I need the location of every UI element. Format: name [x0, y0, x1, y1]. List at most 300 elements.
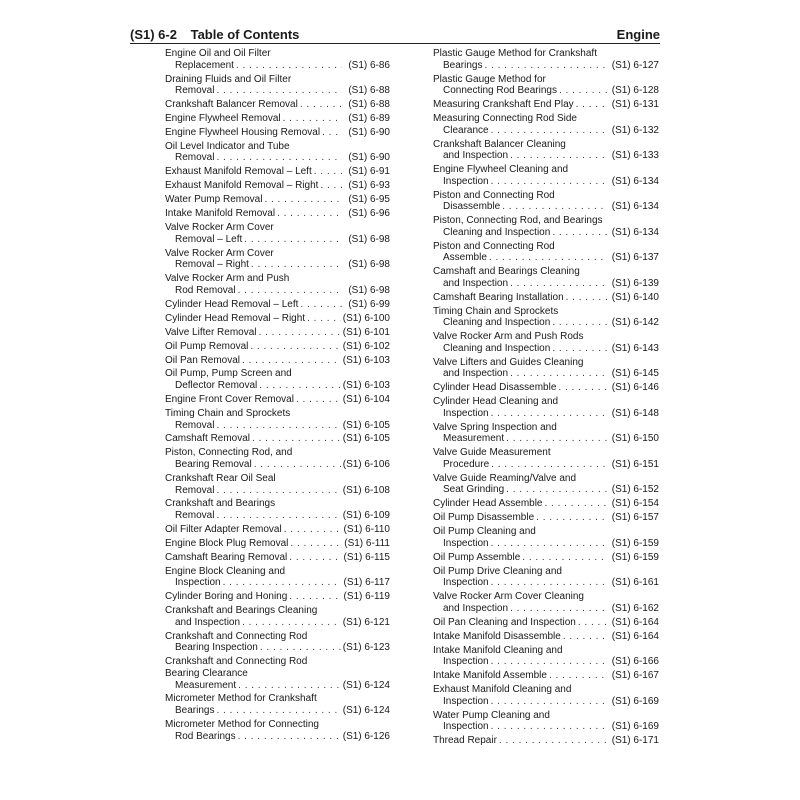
dot-leader [260, 642, 341, 654]
toc-entry-row [433, 617, 659, 629]
toc-entry-title: Bearing Removal [175, 458, 252, 470]
toc-entry-title-line: Piston, Connecting Rod, and [165, 447, 293, 459]
toc-entry-title: and Inspection [443, 277, 509, 289]
toc-page-number: (S1) 6-103 [342, 380, 390, 392]
toc-entry[interactable] [165, 194, 390, 206]
toc-entry-row [433, 227, 659, 239]
toc-entry[interactable] [165, 299, 390, 311]
toc-entry-title: Crankshaft Balancer Removal [165, 99, 298, 111]
toc-entry-title-line: Micrometer Method for Crankshaft [165, 693, 317, 705]
toc-entry-title-line: Micrometer Method for Connecting [165, 718, 319, 730]
toc-entry[interactable] [433, 422, 659, 445]
dot-leader [491, 538, 607, 550]
toc-entry-row [165, 538, 390, 550]
toc-entry-title: Inspection [443, 695, 489, 707]
dot-leader [491, 459, 607, 471]
toc-entry-row [165, 113, 390, 125]
toc-entry[interactable] [165, 48, 390, 71]
dot-leader [552, 317, 607, 329]
toc-entry[interactable] [433, 526, 659, 549]
dot-leader [484, 60, 607, 72]
toc-entry[interactable] [433, 473, 659, 496]
toc-entry-row [165, 680, 390, 692]
toc-entry-title-line: Oil Level Indicator and Tube [165, 140, 290, 152]
toc-entry-title-line: Draining Fluids and Oil Filter [165, 73, 292, 85]
toc-page-number: (S1) 6-162 [611, 602, 659, 614]
toc-entry-title: Rod Removal [175, 284, 236, 296]
toc-entry[interactable] [165, 222, 390, 245]
toc-entry-title: Inspection [443, 537, 489, 549]
toc-entry-row [433, 368, 659, 380]
toc-entry[interactable] [433, 617, 659, 629]
toc-entry-title-line: Cylinder Head Cleaning and [433, 396, 559, 408]
toc-page-number: (S1) 6-98 [348, 284, 390, 296]
toc-entry-row [433, 201, 659, 213]
toc-entry-title: Cleaning and Inspection [443, 317, 551, 329]
toc-page-number: (S1) 6-134 [611, 175, 659, 187]
toc-entry-row [433, 735, 659, 747]
toc-entry-row [433, 292, 659, 304]
toc-entry-title: Removal [175, 85, 215, 97]
toc-entry-row [165, 524, 390, 536]
header-rule [130, 43, 660, 44]
toc-entry-title: Inspection [443, 577, 489, 589]
toc-entry-title-line: Camshaft and Bearings Cleaning [433, 266, 580, 278]
toc-entry-row [433, 408, 659, 420]
toc-entry-title-line: Crankshaft and Bearings Cleaning [165, 605, 318, 617]
toc-entry-title-line: Piston, Connecting Rod, and Bearings [433, 215, 603, 227]
dot-leader [254, 459, 341, 471]
dot-leader [296, 394, 341, 406]
toc-entry[interactable] [165, 248, 390, 271]
toc-page-number: (S1) 6-169 [611, 695, 659, 707]
toc-entry-row [165, 166, 390, 178]
dot-leader [576, 99, 607, 111]
toc-page-number: (S1) 6-102 [342, 340, 390, 352]
toc-entry-row [165, 234, 390, 246]
toc-entry[interactable] [165, 166, 390, 178]
toc-entry-row [165, 341, 390, 353]
toc-page-number: (S1) 6-166 [611, 656, 659, 668]
toc-page-number: (S1) 6-171 [611, 735, 659, 747]
toc-page-number: (S1) 6-142 [611, 317, 659, 329]
toc-entry-title: Engine Flywheel Housing Removal [165, 126, 321, 138]
dot-leader [284, 524, 342, 536]
toc-entry[interactable] [433, 266, 659, 289]
toc-entry-row [433, 484, 659, 496]
toc-page-number: (S1) 6-151 [611, 458, 659, 470]
dot-leader [250, 341, 340, 353]
toc-entry-title-line: Measuring Connecting Rod Side [433, 113, 577, 124]
dot-leader [491, 408, 607, 420]
toc-entry[interactable] [433, 306, 659, 329]
dot-leader [223, 577, 342, 589]
toc-entry[interactable] [165, 631, 390, 654]
toc-page-number: (S1) 6-105 [342, 433, 390, 445]
header-left [130, 27, 299, 42]
dot-leader [216, 510, 340, 522]
toc-entry[interactable] [433, 631, 659, 643]
toc-entry-title: Camshaft Bearing Removal [165, 551, 288, 563]
toc-entry[interactable] [165, 327, 390, 339]
toc-entry-row [433, 382, 659, 394]
toc-page-number: (S1) 6-131 [611, 99, 659, 111]
toc-page-number: (S1) 6-134 [611, 226, 659, 238]
toc-entry[interactable] [433, 396, 659, 419]
toc-entry-title: Removal – Left [175, 233, 243, 245]
dot-leader [558, 382, 607, 394]
toc-entry-title: Measuring Crankshaft End Play [433, 99, 574, 111]
page-header [130, 27, 660, 43]
toc-entry[interactable] [433, 710, 659, 733]
toc-page-number: (S1) 6-146 [611, 382, 659, 394]
toc-page-number: (S1) 6-93 [348, 180, 390, 192]
toc-entry-row [165, 180, 390, 192]
toc-page-number: (S1) 6-137 [611, 252, 659, 264]
dot-leader [277, 208, 342, 220]
toc-entry[interactable] [433, 591, 659, 614]
toc-entry-row [433, 125, 659, 137]
toc-page-number: (S1) 6-103 [342, 354, 390, 366]
toc-entry[interactable] [433, 48, 659, 71]
toc-page-number: (S1) 6-126 [342, 730, 390, 742]
toc-entry-title-line: Intake Manifold Cleaning and [433, 644, 563, 656]
toc-entry[interactable] [165, 566, 390, 589]
toc-entry-row [433, 498, 659, 510]
toc-page-number: (S1) 6-152 [611, 484, 659, 496]
toc-page-number: (S1) 6-105 [342, 419, 390, 431]
toc-page-number: (S1) 6-119 [343, 591, 390, 603]
toc-entry[interactable] [433, 74, 659, 97]
toc-entry-title: Measurement [175, 679, 237, 691]
toc-page-number: (S1) 6-121 [342, 616, 390, 628]
toc-entry-row [165, 705, 390, 717]
toc-page-number: (S1) 6-104 [342, 393, 390, 405]
toc-entry-title: Cleaning and Inspection [443, 226, 551, 238]
toc-page-number: (S1) 6-117 [343, 577, 390, 589]
toc-entry[interactable] [165, 313, 390, 325]
dot-leader [522, 552, 607, 564]
toc-entry-title: Replacement [175, 59, 234, 71]
toc-entry[interactable] [433, 190, 659, 213]
dot-leader [322, 127, 342, 139]
dot-leader [491, 176, 607, 188]
toc-entry-title: Cylinder Head Removal – Right [165, 312, 306, 324]
toc-page-number: (S1) 6-88 [348, 85, 390, 97]
toc-entry-row [433, 60, 659, 72]
toc-entry[interactable] [165, 180, 390, 192]
toc-entry[interactable] [165, 208, 390, 220]
toc-entry-row [165, 485, 390, 497]
toc-page-number: (S1) 6-109 [342, 510, 390, 522]
toc-entry-row [433, 603, 659, 615]
toc-entry-title: Engine Flywheel Removal [165, 113, 281, 124]
toc-entry-title-line: Plastic Gauge Method for Crankshaft [433, 48, 597, 59]
toc-entry-title: Removal [175, 152, 215, 164]
toc-entry[interactable] [165, 368, 390, 391]
toc-entry-title: Inspection [443, 175, 489, 187]
dot-leader [552, 343, 607, 355]
toc-page-number: (S1) 6-98 [348, 233, 390, 245]
toc-entry-title-line: Piston and Connecting Rod [433, 240, 555, 252]
dot-leader [216, 85, 342, 97]
toc-entry-row [165, 208, 390, 220]
toc-entry[interactable] [165, 127, 390, 139]
dot-leader [289, 552, 341, 564]
toc-entry[interactable] [433, 331, 659, 354]
dot-leader [563, 631, 607, 643]
toc-entry[interactable] [433, 292, 659, 304]
toc-entry-title: Bearings [175, 705, 215, 717]
dot-leader [238, 285, 342, 297]
toc-entry-row [165, 394, 390, 406]
toc-entry[interactable] [433, 645, 659, 668]
toc-page-number: (S1) 6-154 [611, 498, 659, 510]
toc-entry-title: Cleaning and Inspection [443, 342, 551, 354]
chapter-title: Engine [616, 27, 660, 42]
toc-entry[interactable] [165, 498, 390, 521]
toc-page-number: (S1) 6-161 [611, 577, 659, 589]
toc-entry-title: Valve Lifter Removal [165, 326, 257, 338]
dot-leader [545, 498, 608, 510]
toc-page-number: (S1) 6-108 [342, 484, 390, 496]
section-number: (S1) 6-2 [130, 27, 177, 42]
toc-entry-title: Cylinder Head Disassemble [433, 382, 557, 394]
toc-entry[interactable] [433, 684, 659, 707]
toc-entry[interactable] [165, 656, 390, 691]
toc-entry[interactable] [433, 670, 659, 682]
toc-entry-title: Oil Pump Disassemble [433, 512, 535, 524]
toc-entry-row [165, 99, 390, 111]
dot-leader [244, 234, 342, 246]
toc-entry[interactable] [433, 552, 659, 564]
toc-entry-row [433, 552, 659, 564]
toc-entry[interactable] [433, 382, 659, 394]
toc-entry-title: and Inspection [443, 150, 509, 162]
toc-entry[interactable] [165, 141, 390, 164]
toc-entry[interactable] [165, 341, 390, 353]
toc-entry-title: Assemble [443, 252, 487, 264]
toc-entry-title: Oil Pan Removal [165, 354, 241, 366]
toc-entry[interactable] [165, 605, 390, 628]
toc-entry-row [165, 591, 390, 603]
toc-entry-title-line: Piston and Connecting Rod [433, 189, 555, 201]
toc-entry-row [165, 510, 390, 522]
toc-entry-title-line: Water Pump Cleaning and [433, 709, 550, 721]
toc-page-number: (S1) 6-89 [348, 113, 390, 124]
toc-entry[interactable] [165, 433, 390, 445]
dot-leader [510, 368, 607, 380]
toc-entry-row [433, 696, 659, 708]
toc-entry-title: Seat Grinding [443, 484, 505, 496]
toc-page-number: (S1) 6-99 [348, 298, 390, 310]
dot-leader [236, 60, 342, 72]
toc-page-number: (S1) 6-143 [611, 342, 659, 354]
toc-entry-row [165, 617, 390, 629]
toc-entry-row [165, 299, 390, 311]
toc-entry[interactable] [433, 566, 659, 589]
toc-page-number: (S1) 6-164 [611, 630, 659, 642]
toc-entry-row [165, 552, 390, 564]
dot-leader [559, 85, 607, 97]
toc-entry-title: Cylinder Head Removal – Left [165, 298, 299, 310]
toc-page-number: (S1) 6-123 [342, 642, 390, 654]
toc-page-number: (S1) 6-148 [611, 407, 659, 419]
toc-entry-row [165, 459, 390, 471]
toc-page-number: (S1) 6-145 [611, 368, 659, 380]
toc-entry-title: Inspection [443, 721, 489, 733]
dot-leader [216, 485, 340, 497]
toc-entry-title: Exhaust Manifold Removal – Right [165, 180, 319, 192]
toc-page-number: (S1) 6-98 [348, 259, 390, 271]
toc-entry-title: Removal – Right [175, 259, 249, 271]
toc-entry-title-line: Crankshaft and Connecting Rod [165, 656, 308, 668]
toc-page-number: (S1) 6-95 [348, 194, 390, 206]
toc-entry-title: Measurement [443, 433, 505, 445]
toc-right-column [433, 48, 659, 749]
toc-entry[interactable] [433, 735, 659, 747]
toc-entry-title: Inspection [443, 407, 489, 419]
toc-entry-title-line: Valve Spring Inspection and [433, 421, 557, 433]
toc-entry-title: Removal [175, 484, 215, 496]
toc-entry-row [165, 642, 390, 654]
toc-entry-row [433, 85, 659, 97]
toc-entry-title-line: Valve Lifters and Guides Cleaning [433, 356, 584, 368]
toc-entry[interactable] [433, 164, 659, 187]
toc-entry-title: Intake Manifold Assemble [433, 670, 547, 682]
dot-leader [549, 670, 607, 682]
page-title: Table of Contents [190, 27, 300, 42]
toc-entry-row [165, 259, 390, 271]
toc-entry[interactable] [433, 241, 659, 264]
toc-entry-title: Removal [175, 419, 215, 431]
toc-entry[interactable] [165, 408, 390, 431]
toc-entry[interactable] [433, 215, 659, 238]
toc-entry-title-line: Bearing Clearance [165, 667, 248, 679]
toc-page-number: (S1) 6-90 [348, 126, 390, 138]
dot-leader [536, 512, 607, 524]
toc-entry-title-line: Valve Rocker Arm Cover [165, 222, 274, 234]
toc-entry[interactable] [165, 591, 390, 603]
toc-entry-title-line: Engine Block Cleaning and [165, 565, 286, 577]
dot-leader [300, 99, 342, 111]
toc-entry-title: Disassemble [443, 201, 501, 213]
toc-entry-title: Engine Block Plug Removal [165, 537, 289, 549]
toc-entry-title: Thread Repair [433, 735, 497, 747]
toc-entry[interactable] [433, 447, 659, 470]
toc-entry[interactable] [165, 719, 390, 742]
toc-entry-title: Exhaust Manifold Removal – Left [165, 166, 312, 178]
toc-entry[interactable] [165, 355, 390, 367]
toc-entry[interactable] [433, 357, 659, 380]
toc-entry[interactable] [165, 552, 390, 564]
toc-entry-title-line: Valve Rocker Arm Cover [165, 247, 274, 259]
toc-page-number: (S1) 6-127 [611, 59, 659, 71]
toc-page-number: (S1) 6-132 [611, 124, 659, 136]
toc-entry-title: Intake Manifold Removal [165, 208, 276, 220]
toc-page-number: (S1) 6-140 [611, 291, 659, 303]
toc-entry-row [165, 127, 390, 139]
toc-entry-title: Oil Pan Cleaning and Inspection [433, 616, 576, 628]
dot-leader [491, 696, 607, 708]
toc-entry-row [433, 278, 659, 290]
toc-entry-row [433, 577, 659, 589]
toc-page-number: (S1) 6-110 [343, 523, 390, 535]
toc-entry-title-line: Valve Guide Reaming/Valve and [433, 472, 577, 484]
toc-entry-title: Oil Pump Removal [165, 340, 249, 352]
dot-leader [289, 591, 341, 603]
dot-leader [242, 355, 341, 367]
toc-entry[interactable] [433, 99, 659, 111]
toc-page-number: (S1) 6-88 [348, 99, 390, 111]
dot-leader [238, 680, 341, 692]
toc-entry-title: Clearance [443, 124, 489, 136]
toc-entry-row [433, 538, 659, 550]
toc-entry-title: Rod Bearings [175, 730, 236, 742]
toc-entry[interactable] [165, 538, 390, 550]
toc-entry-row [165, 380, 390, 392]
toc-entry-row [433, 433, 659, 445]
toc-entry[interactable] [433, 139, 659, 162]
dot-leader [510, 150, 607, 162]
toc-entry-row [165, 327, 390, 339]
toc-entry[interactable] [433, 498, 659, 510]
toc-page-number: (S1) 6-157 [611, 512, 659, 524]
toc-entry-title-line: Crankshaft and Connecting Rod [165, 630, 308, 642]
dot-leader [491, 656, 607, 668]
dot-leader [252, 433, 341, 445]
dot-leader [506, 484, 607, 496]
toc-entry-row [165, 420, 390, 432]
toc-entry[interactable] [433, 512, 659, 524]
dot-leader [216, 152, 342, 164]
toc-page-number: (S1) 6-150 [611, 433, 659, 445]
toc-entry[interactable] [165, 394, 390, 406]
toc-entry[interactable] [433, 113, 659, 136]
toc-entry-title-line: Engine Oil and Oil Filter [165, 48, 271, 59]
toc-entry-title-line: Exhaust Manifold Cleaning and [433, 684, 572, 696]
toc-entry-title-line: Oil Pump Cleaning and [433, 526, 536, 538]
toc-entry-title: Camshaft Removal [165, 433, 251, 445]
toc-entry[interactable] [165, 273, 390, 296]
toc-entry-title-line: Plastic Gauge Method for [433, 73, 546, 85]
toc-entry-title: Water Pump Removal [165, 194, 263, 206]
toc-entry-row [433, 459, 659, 471]
toc-page-number: (S1) 6-86 [348, 59, 390, 71]
toc-entry-row [165, 577, 390, 589]
toc-entry[interactable] [165, 473, 390, 496]
toc-entry-row [165, 285, 390, 297]
toc-entry-title-line: Oil Pump Drive Cleaning and [433, 565, 562, 577]
toc-page-number: (S1) 6-134 [611, 201, 659, 213]
toc-left-column [165, 48, 390, 745]
toc-entry[interactable] [165, 693, 390, 716]
dot-leader [320, 180, 342, 192]
toc-entry-title-line: Valve Rocker Arm and Push [165, 273, 290, 285]
toc-entry-title-line: Crankshaft Balancer Cleaning [433, 138, 566, 150]
toc-entry[interactable] [165, 99, 390, 111]
toc-entry-title-line: Engine Flywheel Cleaning and [433, 164, 569, 176]
toc-entry[interactable] [165, 447, 390, 470]
dot-leader [510, 278, 607, 290]
toc-entry-title: Intake Manifold Disassemble [433, 630, 561, 642]
toc-entry-title-line: Crankshaft and Bearings [165, 498, 276, 510]
toc-page-number: (S1) 6-96 [348, 208, 390, 220]
toc-entry[interactable] [165, 74, 390, 97]
toc-entry-row [433, 176, 659, 188]
toc-entry[interactable] [165, 524, 390, 536]
toc-entry[interactable] [165, 113, 390, 125]
